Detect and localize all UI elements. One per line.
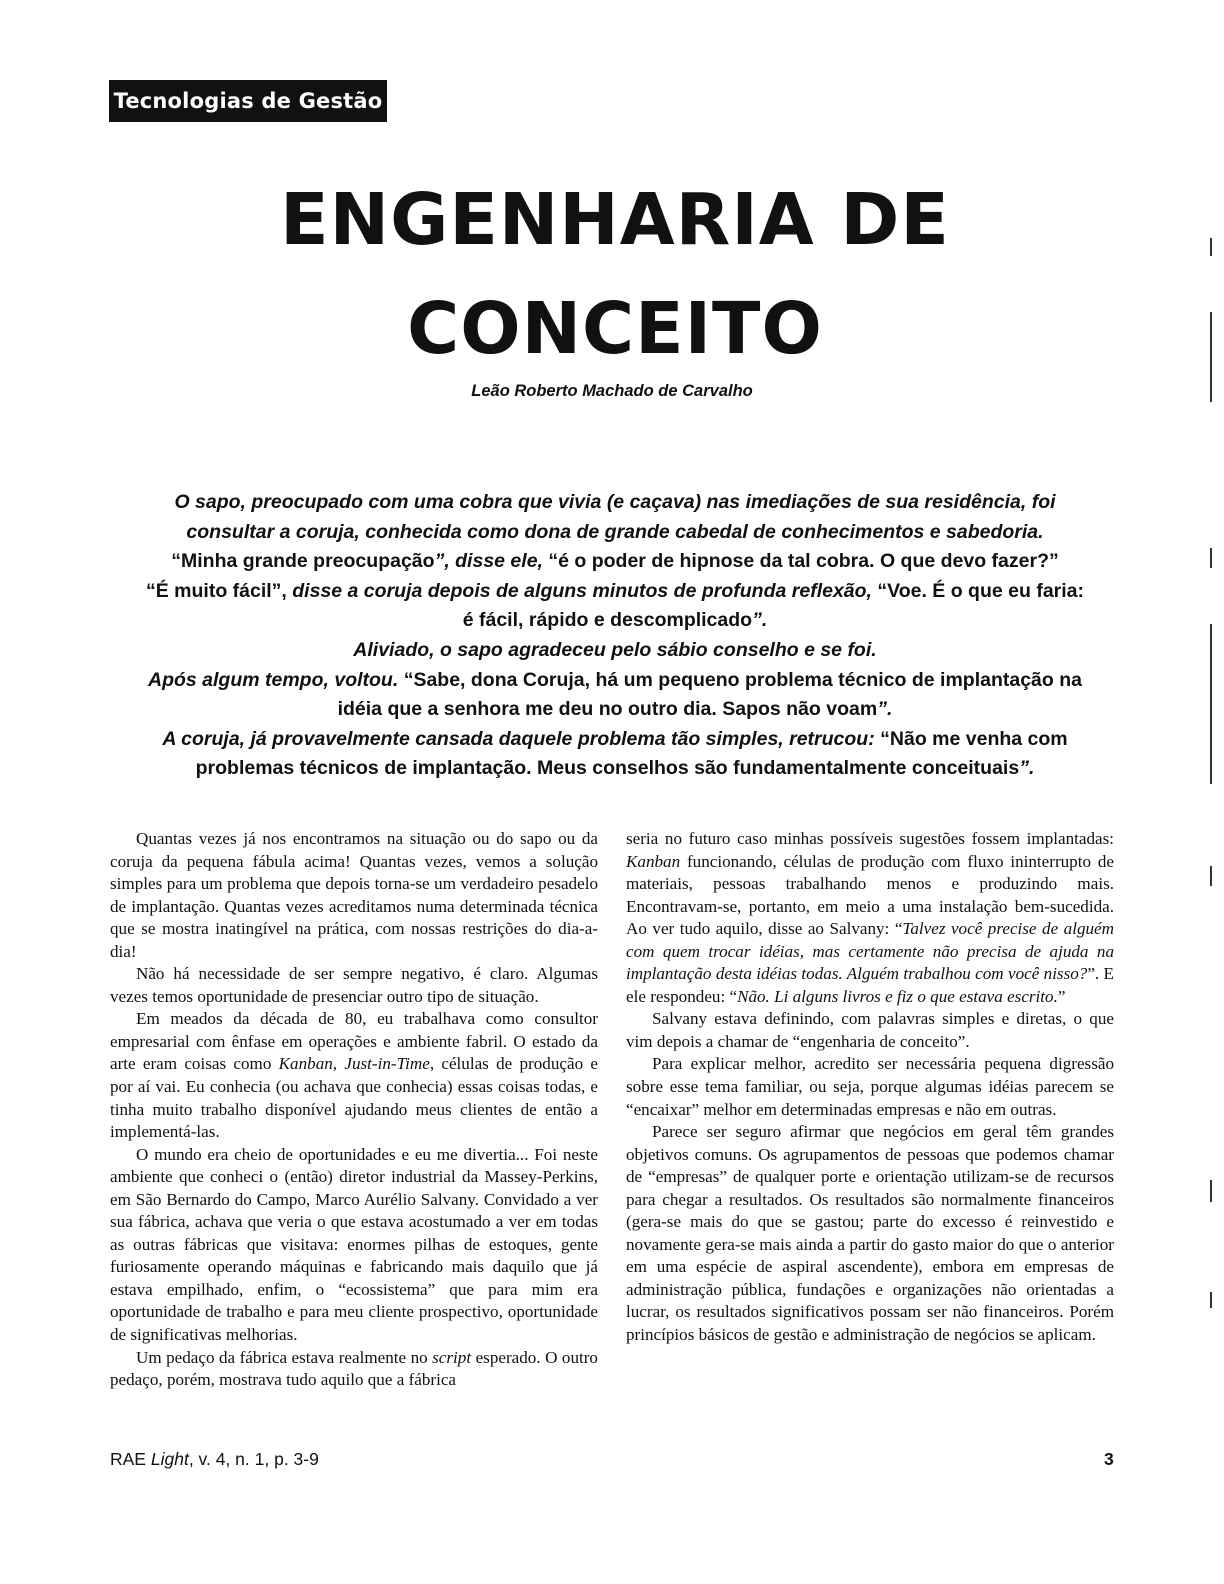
fable-narration: ”, disse ele, bbox=[434, 550, 543, 573]
body-paragraph: Em meados da década de 80, eu trabalhava como consultor empresarial com ênfase em operações e ambiente fabril. O estado da arte eram coisas como Kanban, Just-in-Time, células de produção e por aí vai. Eu conhecia (ou achava que conhecia) essas coisas todas, e tinha muito trabalho disponível ajudando meus clientes de então a implementá-las. bbox=[110, 1009, 598, 1142]
body-paragraph: Quantas vezes já nos encontramos na situação ou do sapo ou da coruja da pequena fábula acima! Quantas vezes, vemos a solução simples para um problema que depois torna-se um verdadeiro pesadelo de implantação. Quantas vezes acreditamos numa determinada técnica que se mostra inatingível na prática, com nossas restrições do dia-a-dia! bbox=[110, 829, 598, 961]
body-column-left bbox=[110, 828, 598, 1392]
fable-line: consultar a coruja, conhecida como dona de grande cabedal de conhecimentos e sabedoria. bbox=[186, 520, 1044, 543]
term-kanban: Kanban bbox=[278, 1054, 333, 1074]
fable-line: Aliviado, o sapo agradeceu pelo sábio conselho e se foi. bbox=[353, 638, 877, 661]
section-tag-label: Tecnologias de Gestão bbox=[113, 89, 383, 113]
scan-edge-mark bbox=[1210, 1180, 1212, 1202]
scan-edge-mark bbox=[1210, 238, 1212, 256]
term-kanban: Kanban bbox=[626, 851, 681, 871]
body-column-right bbox=[626, 828, 1114, 1347]
body-paragraph: O mundo era cheio de oportunidades e eu me divertia... Foi neste ambiente que conheci o (então) diretor industrial da Massey-Perkins, em São Bernardo do Campo, Marco Aurélio Salvany. Convidado a ver sua fábrica, achava que veria o que estava acostumado a ver em todas as outras fábricas que visitava: enormes pilhas de estoques, gente furiosamente operando máquinas e fabricando mais daquilo que já estava empilhado, enfim, o “ecossistema” que para mim era oportunidade de trabalho e para meu cliente prospectivo, oportunidade de significativas melhorias. bbox=[110, 1144, 598, 1345]
scan-edge-mark bbox=[1210, 624, 1212, 784]
fable-line bbox=[80, 606, 1150, 636]
fable-speech: “É muito fácil”, bbox=[145, 579, 287, 602]
author-name: Leão Roberto Machado de Carvalho bbox=[471, 382, 753, 400]
article-title bbox=[150, 165, 1080, 383]
quote-question: Talvez você precise de alguém com quem trocar idéias, mas certamente não precisa de ajuda na implantação desta idéias todas. Alguém trabalhou com você nisso? bbox=[626, 919, 1114, 984]
body-paragraph: Um pedaço da fábrica estava realmente no script esperado. O outro pedaço, porém, mostrava tudo aquilo que a fábrica bbox=[110, 1347, 598, 1390]
fable-narration: Após algum tempo, voltou. bbox=[148, 668, 399, 691]
scan-edge-mark bbox=[1210, 866, 1212, 886]
term-script: script bbox=[432, 1347, 472, 1367]
fable-narration: ”. bbox=[752, 609, 768, 632]
fable-speech: idéia que a senhora me deu no outro dia. Sapos não voam bbox=[337, 698, 878, 721]
scan-edge-mark bbox=[1210, 548, 1212, 568]
section-tag bbox=[109, 80, 387, 122]
body-paragraph: Para explicar melhor, acredito ser necessária pequena digressão sobre esse tema familiar, ou seja, porque algumas idéias parecem se “encaixar” melhor em determinadas empresas e não em outras. bbox=[626, 1054, 1114, 1119]
fable-narration: ”. bbox=[1019, 757, 1035, 780]
fable-narration: ”. bbox=[877, 698, 893, 721]
fable-line bbox=[80, 577, 1150, 607]
title-line-2: CONCEITO bbox=[407, 287, 823, 370]
fable-line bbox=[80, 725, 1150, 755]
scan-edge-mark bbox=[1210, 312, 1212, 402]
body-paragraph: seria no futuro caso minhas possíveis sugestões fossem implantadas: Kanban funcionando, células de produção com fluxo ininterrupto de materiais, pessoas trabalhando menos e produzindo mais. Encontravam-se, portanto, em meio a uma instalação bem-sucedida. Ao ver tudo aquilo, disse ao Salvany: “Talvez você precise de alguém com quem trocar idéias, mas certamente não precisa de ajuda na implantação desta idéias todas. Alguém trabalhou com você nisso?”. E ele respondeu: “Não. Li alguns livros e fiz o que estava escrito.” bbox=[626, 829, 1114, 1006]
fable-speech: “Voe. É o que eu faria: bbox=[877, 579, 1085, 602]
fable-narration: A coruja, já provavelmente cansada daquele problema tão simples, retrucou: bbox=[162, 727, 875, 750]
title-line-1: ENGENHARIA DE bbox=[280, 178, 950, 261]
fable-speech: “é o poder de hipnose da tal cobra. O que devo fazer?” bbox=[548, 550, 1059, 573]
fable-line bbox=[80, 695, 1150, 725]
page-number: 3 bbox=[1104, 1449, 1114, 1469]
body-paragraph: Não há necessidade de ser sempre negativo, é claro. Algumas vezes temos oportunidade de presenciar outro tipo de situação. bbox=[110, 964, 598, 1006]
fable-speech: “Minha grande preocupação bbox=[171, 550, 435, 573]
fable-line bbox=[80, 547, 1150, 577]
epigraph-fable bbox=[80, 488, 1150, 784]
fable-speech: “Sabe, dona Coruja, há um pequeno problema técnico de implantação na bbox=[403, 668, 1082, 691]
scan-edge-mark bbox=[1210, 1292, 1212, 1308]
journal-citation: RAE Light, v. 4, n. 1, p. 3-9 bbox=[110, 1449, 319, 1469]
quote-reply: Não. Li alguns livros e fiz o que estava escrito. bbox=[737, 986, 1058, 1006]
body-paragraph: Parece ser seguro afirmar que negócios em geral têm grandes objetivos comuns. Os agrupamentos de pessoas que podemos chamar de “empresas” de qualquer porte e orientação utilizam-se de recursos para chegar a resultados. Os resultados são normalmente financeiros (gera-se mais do que se gastou; parte do excesso é reinvestido e novamente gera-se mais ainda a partir do gasto maior do que o anterior em uma espécie de aspiral ascendente), embora em empresas de administração pública, fundações e organizações não orientadas a lucrar, os resultados significativos possam ser não financeiros. Porém princípios básicos de gestão e administração de negócios se aplicam. bbox=[626, 1122, 1114, 1345]
fable-line: O sapo, preocupado com uma cobra que vivia (e caçava) nas imediações de sua residência, foi bbox=[174, 491, 1056, 513]
fable-speech: é fácil, rápido e descomplicado bbox=[462, 609, 753, 632]
fable-speech: problemas técnicos de implantação. Meus conselhos são fundamentalmente conceituais bbox=[195, 757, 1020, 780]
body-paragraph: Salvany estava definindo, com palavras simples e diretas, o que vim depois a chamar de “engenharia de conceito”. bbox=[626, 1009, 1114, 1051]
term-just-in-time: Just-in-Time bbox=[344, 1054, 430, 1074]
fable-line bbox=[80, 666, 1150, 696]
fable-narration: disse a coruja depois de alguns minutos de profunda reflexão, bbox=[292, 579, 872, 602]
fable-speech: “Não me venha com bbox=[880, 727, 1068, 750]
fable-line bbox=[80, 754, 1150, 784]
